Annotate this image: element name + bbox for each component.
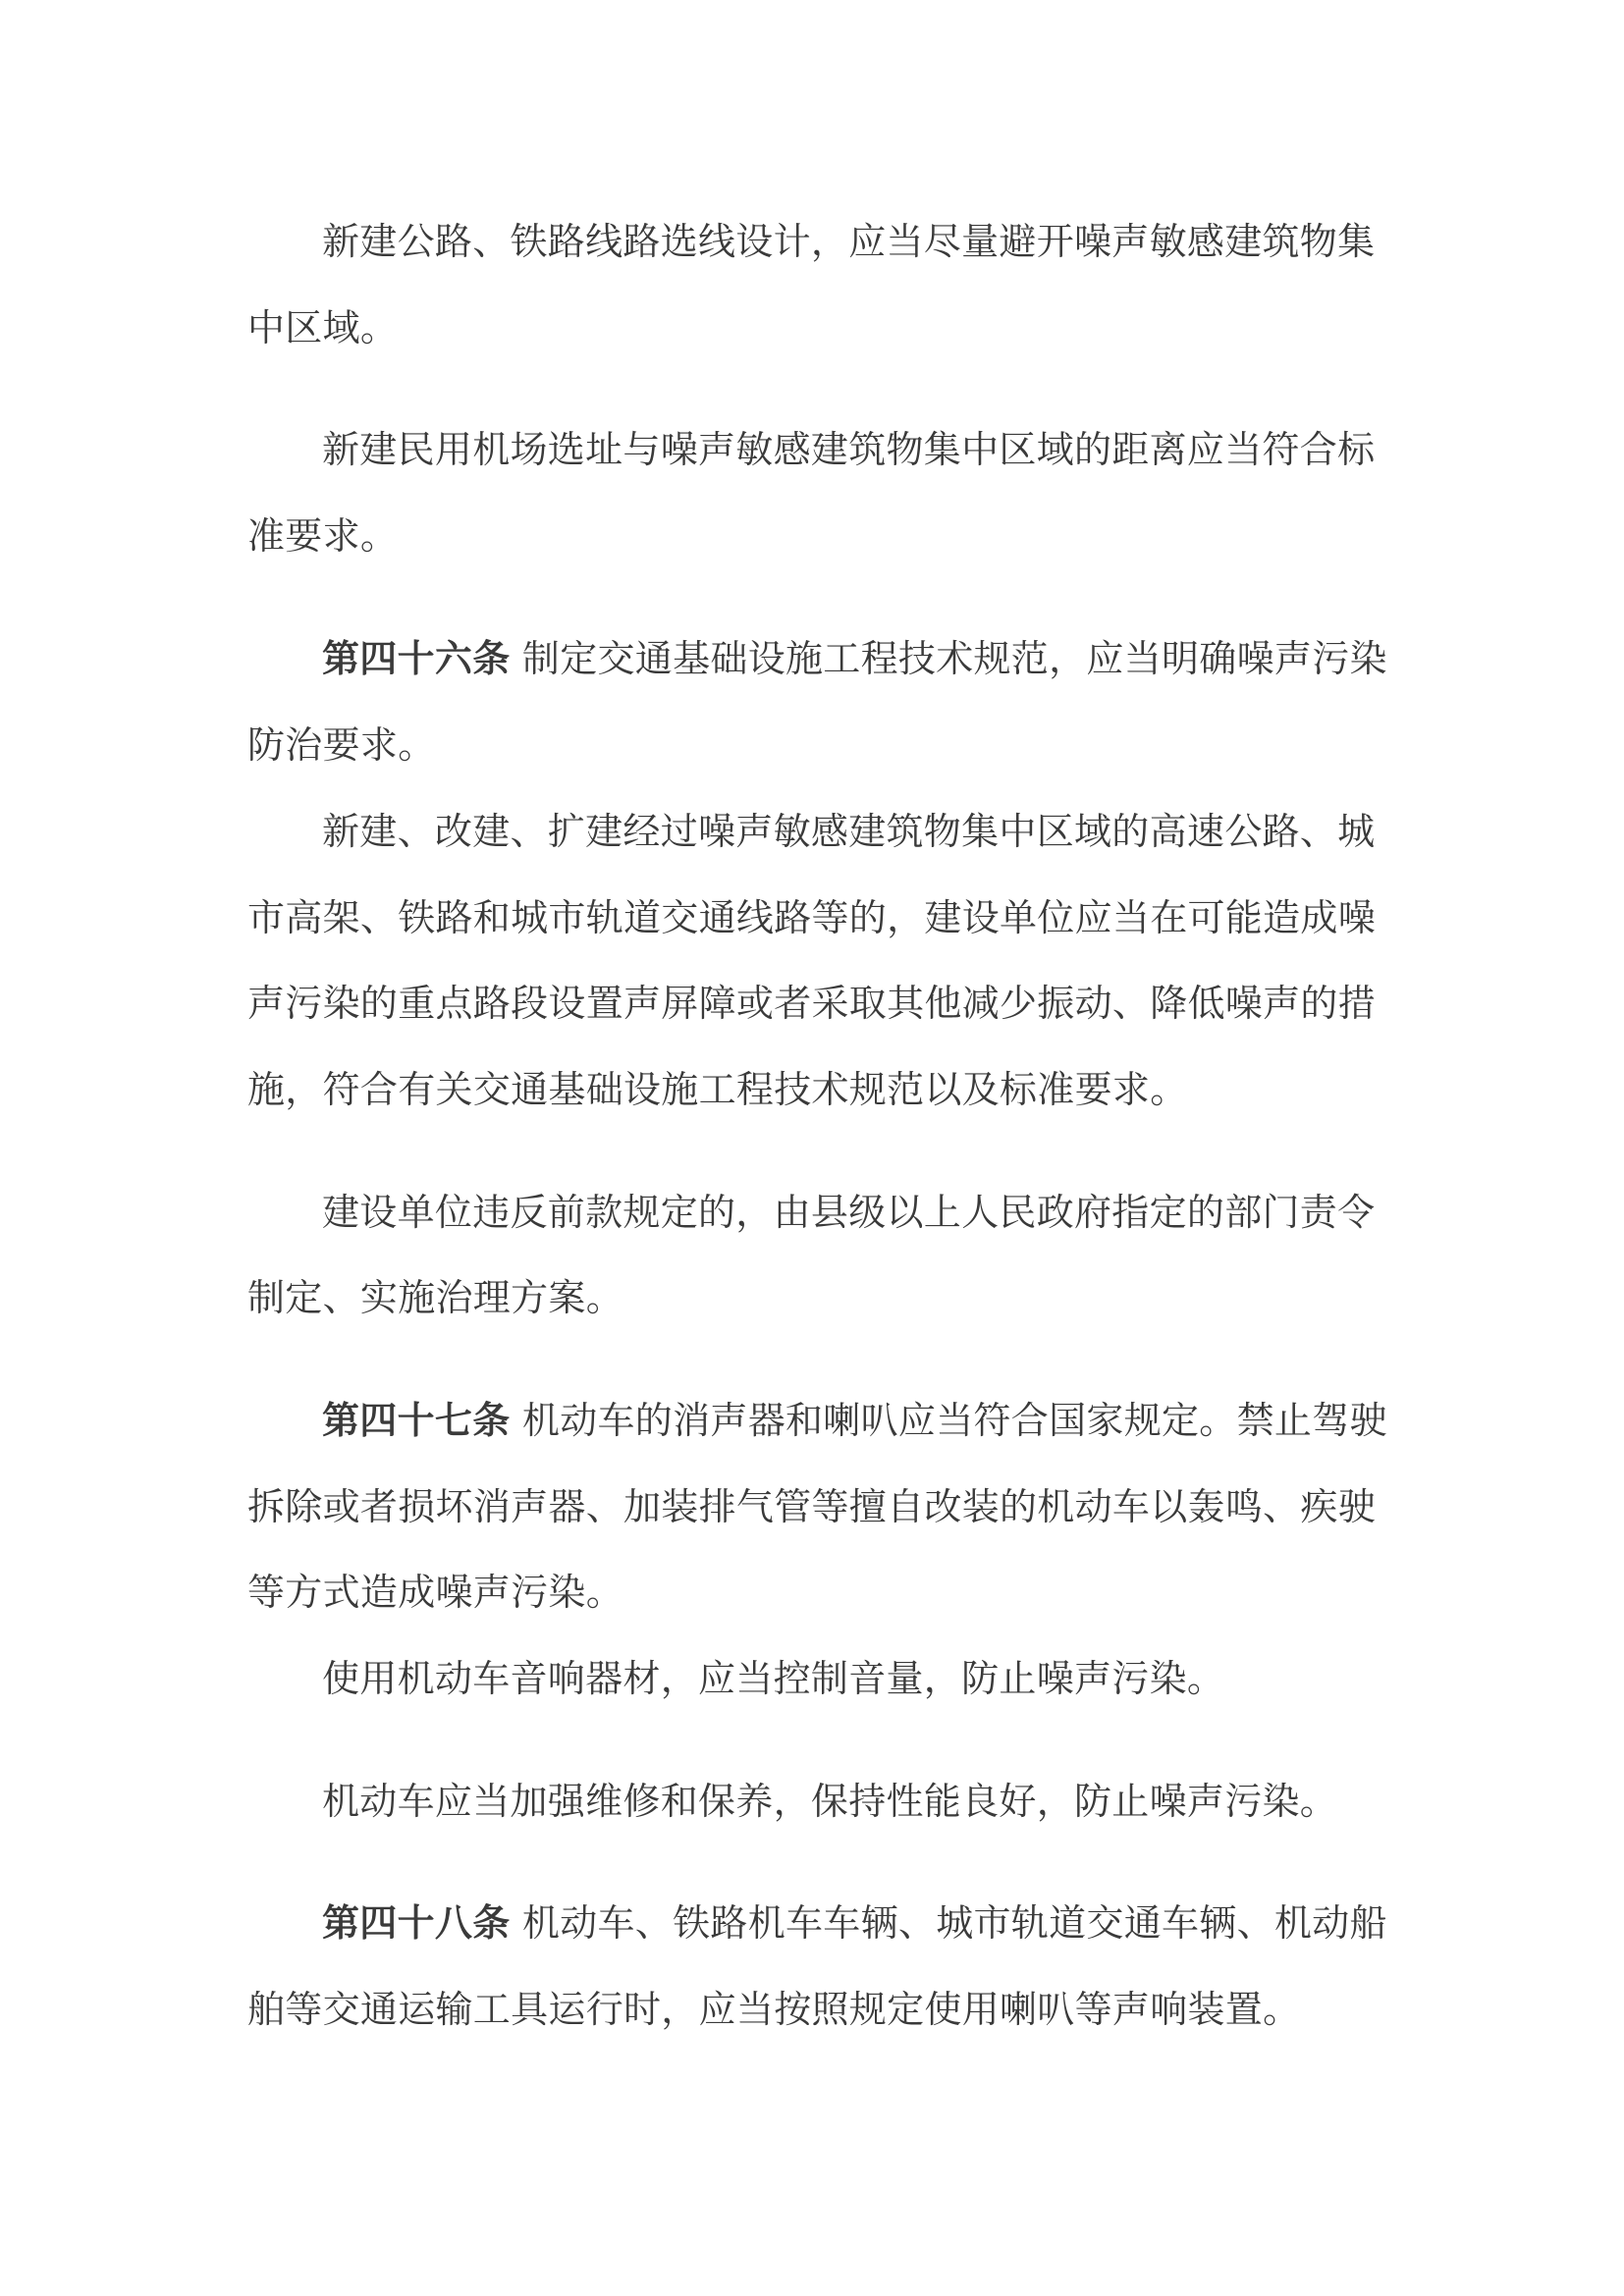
paragraph-line: 等方式造成噪声污染。 xyxy=(247,1571,624,1614)
paragraph-line: 拆除或者损坏消声器、加装排气管等擅自改装的机动车以轰鸣、疾驶 xyxy=(247,1485,1377,1528)
article-46-line: 第四十六条 制定交通基础设施工程技术规范，应当明确噪声污染 xyxy=(322,637,1387,680)
paragraph-line: 准要求。 xyxy=(247,514,399,558)
article-47-line: 第四十七条 机动车的消声器和喇叭应当符合国家规定。禁止驾驶 xyxy=(322,1399,1387,1442)
paragraph-line: 建设单位违反前款规定的，由县级以上人民政府指定的部门责令 xyxy=(322,1191,1376,1234)
paragraph-line: 中区域。 xyxy=(247,306,399,349)
paragraph-line: 使用机动车音响器材，应当控制音量，防止噪声污染。 xyxy=(322,1657,1225,1700)
paragraph-line: 新建民用机场选址与噪声敏感建筑物集中区域的距离应当符合标 xyxy=(322,428,1376,471)
paragraph-line: 舶等交通运输工具运行时，应当按照规定使用喇叭等声响装置。 xyxy=(247,1988,1301,2031)
paragraph-line: 施，符合有关交通基础设施工程技术规范以及标准要求。 xyxy=(247,1068,1188,1111)
paragraph-line: 新建、改建、扩建经过噪声敏感建筑物集中区域的高速公路、城 xyxy=(322,810,1376,853)
paragraph-line: 制定、实施治理方案。 xyxy=(247,1276,624,1319)
paragraph-line: 防治要求。 xyxy=(247,723,436,767)
paragraph-line: 市高架、铁路和城市轨道交通线路等的，建设单位应当在可能造成噪 xyxy=(247,896,1377,939)
paragraph-line: 新建公路、铁路线路选线设计，应当尽量避开噪声敏感建筑物集 xyxy=(322,220,1376,263)
article-48-line: 第四十八条 机动车、铁路机车车辆、城市轨道交通车辆、机动船 xyxy=(322,1901,1387,1945)
paragraph-line: 机动车应当加强维修和保养，保持性能良好，防止噪声污染。 xyxy=(322,1780,1338,1823)
article-number: 第四十七条 xyxy=(322,1399,511,1442)
article-number: 第四十六条 xyxy=(322,637,511,680)
article-number: 第四十八条 xyxy=(322,1901,511,1945)
paragraph-line: 声污染的重点路段设置声屏障或者采取其他减少振动、降低噪声的措 xyxy=(247,982,1377,1025)
